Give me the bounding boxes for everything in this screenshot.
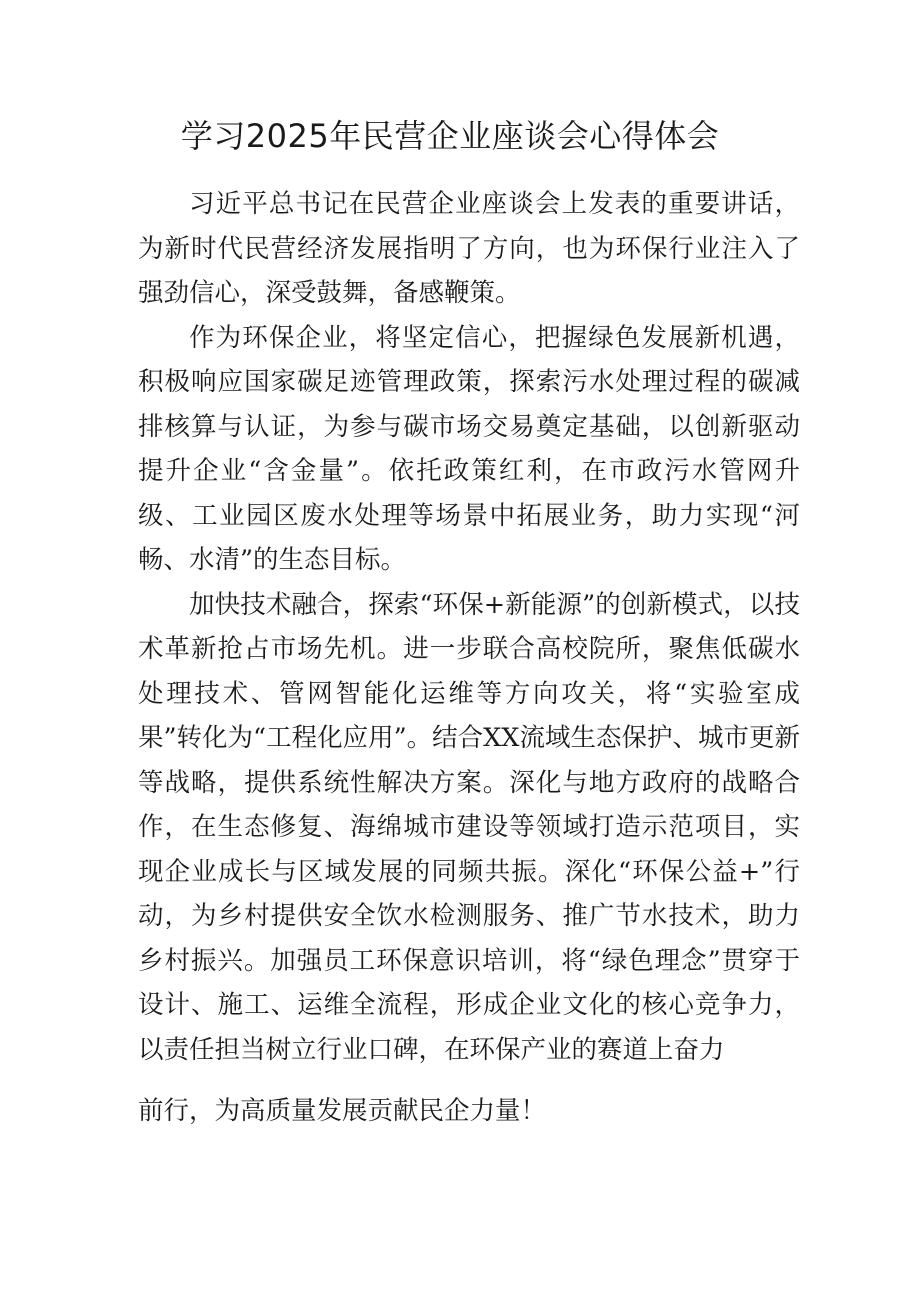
document-title: 学习2025年民营企业座谈会心得体会 [180, 117, 720, 155]
paragraph-3: 加快技术融合，探索“环保+新能源”的创新模式，以技术革新抢占市场先机。进一步联合高校院所，聚焦低碳水处理技术、管网智能化运维等方向攻关，将“实验室成果”转化为“工程化应用”。结合XX流域生态保护、城市更新等战略，提供系统性解决方案。深化与地方政府的战略合作，在生态修复、海绵城市建设等领域打造示范项目，实现企业成长与区域发展的同频共振。深化“环保公益+”行动，为乡村提供安全饮水检测服务、推广节水技术，助力乡村振兴。加强员工环保意识培训，将“绿色理念”贯穿于设计、施工、运维全流程，形成企业文化的核心竞争力，以责任担当树立行业口碑，在环保产业的赛道上奋力 [138, 589, 800, 1065]
paragraph-2: 作为环保企业，将坚定信心，把握绿色发展新机遇，积极响应国家碳足迹管理政策，探索污水处理过程的碳减排核算与认证，为参与碳市场交易奠定基础，以创新驱动提升企业“含金量”。依托政策红利，在市政污水管网升级、工业园区废水处理等场景中拓展业务，助力实现“河畅、水清”的生态目标。 [138, 322, 800, 575]
document-body [138, 182, 800, 1134]
closing-line: 前行，为高质量发展贡献民企力量！ [138, 1096, 547, 1126]
paragraph-1: 习近平总书记在民营企业座谈会上发表的重要讲话，为新时代民营经济发展指明了方向，也为环保行业注入了强劲信心，深受鼓舞，备感鞭策。 [138, 189, 800, 308]
